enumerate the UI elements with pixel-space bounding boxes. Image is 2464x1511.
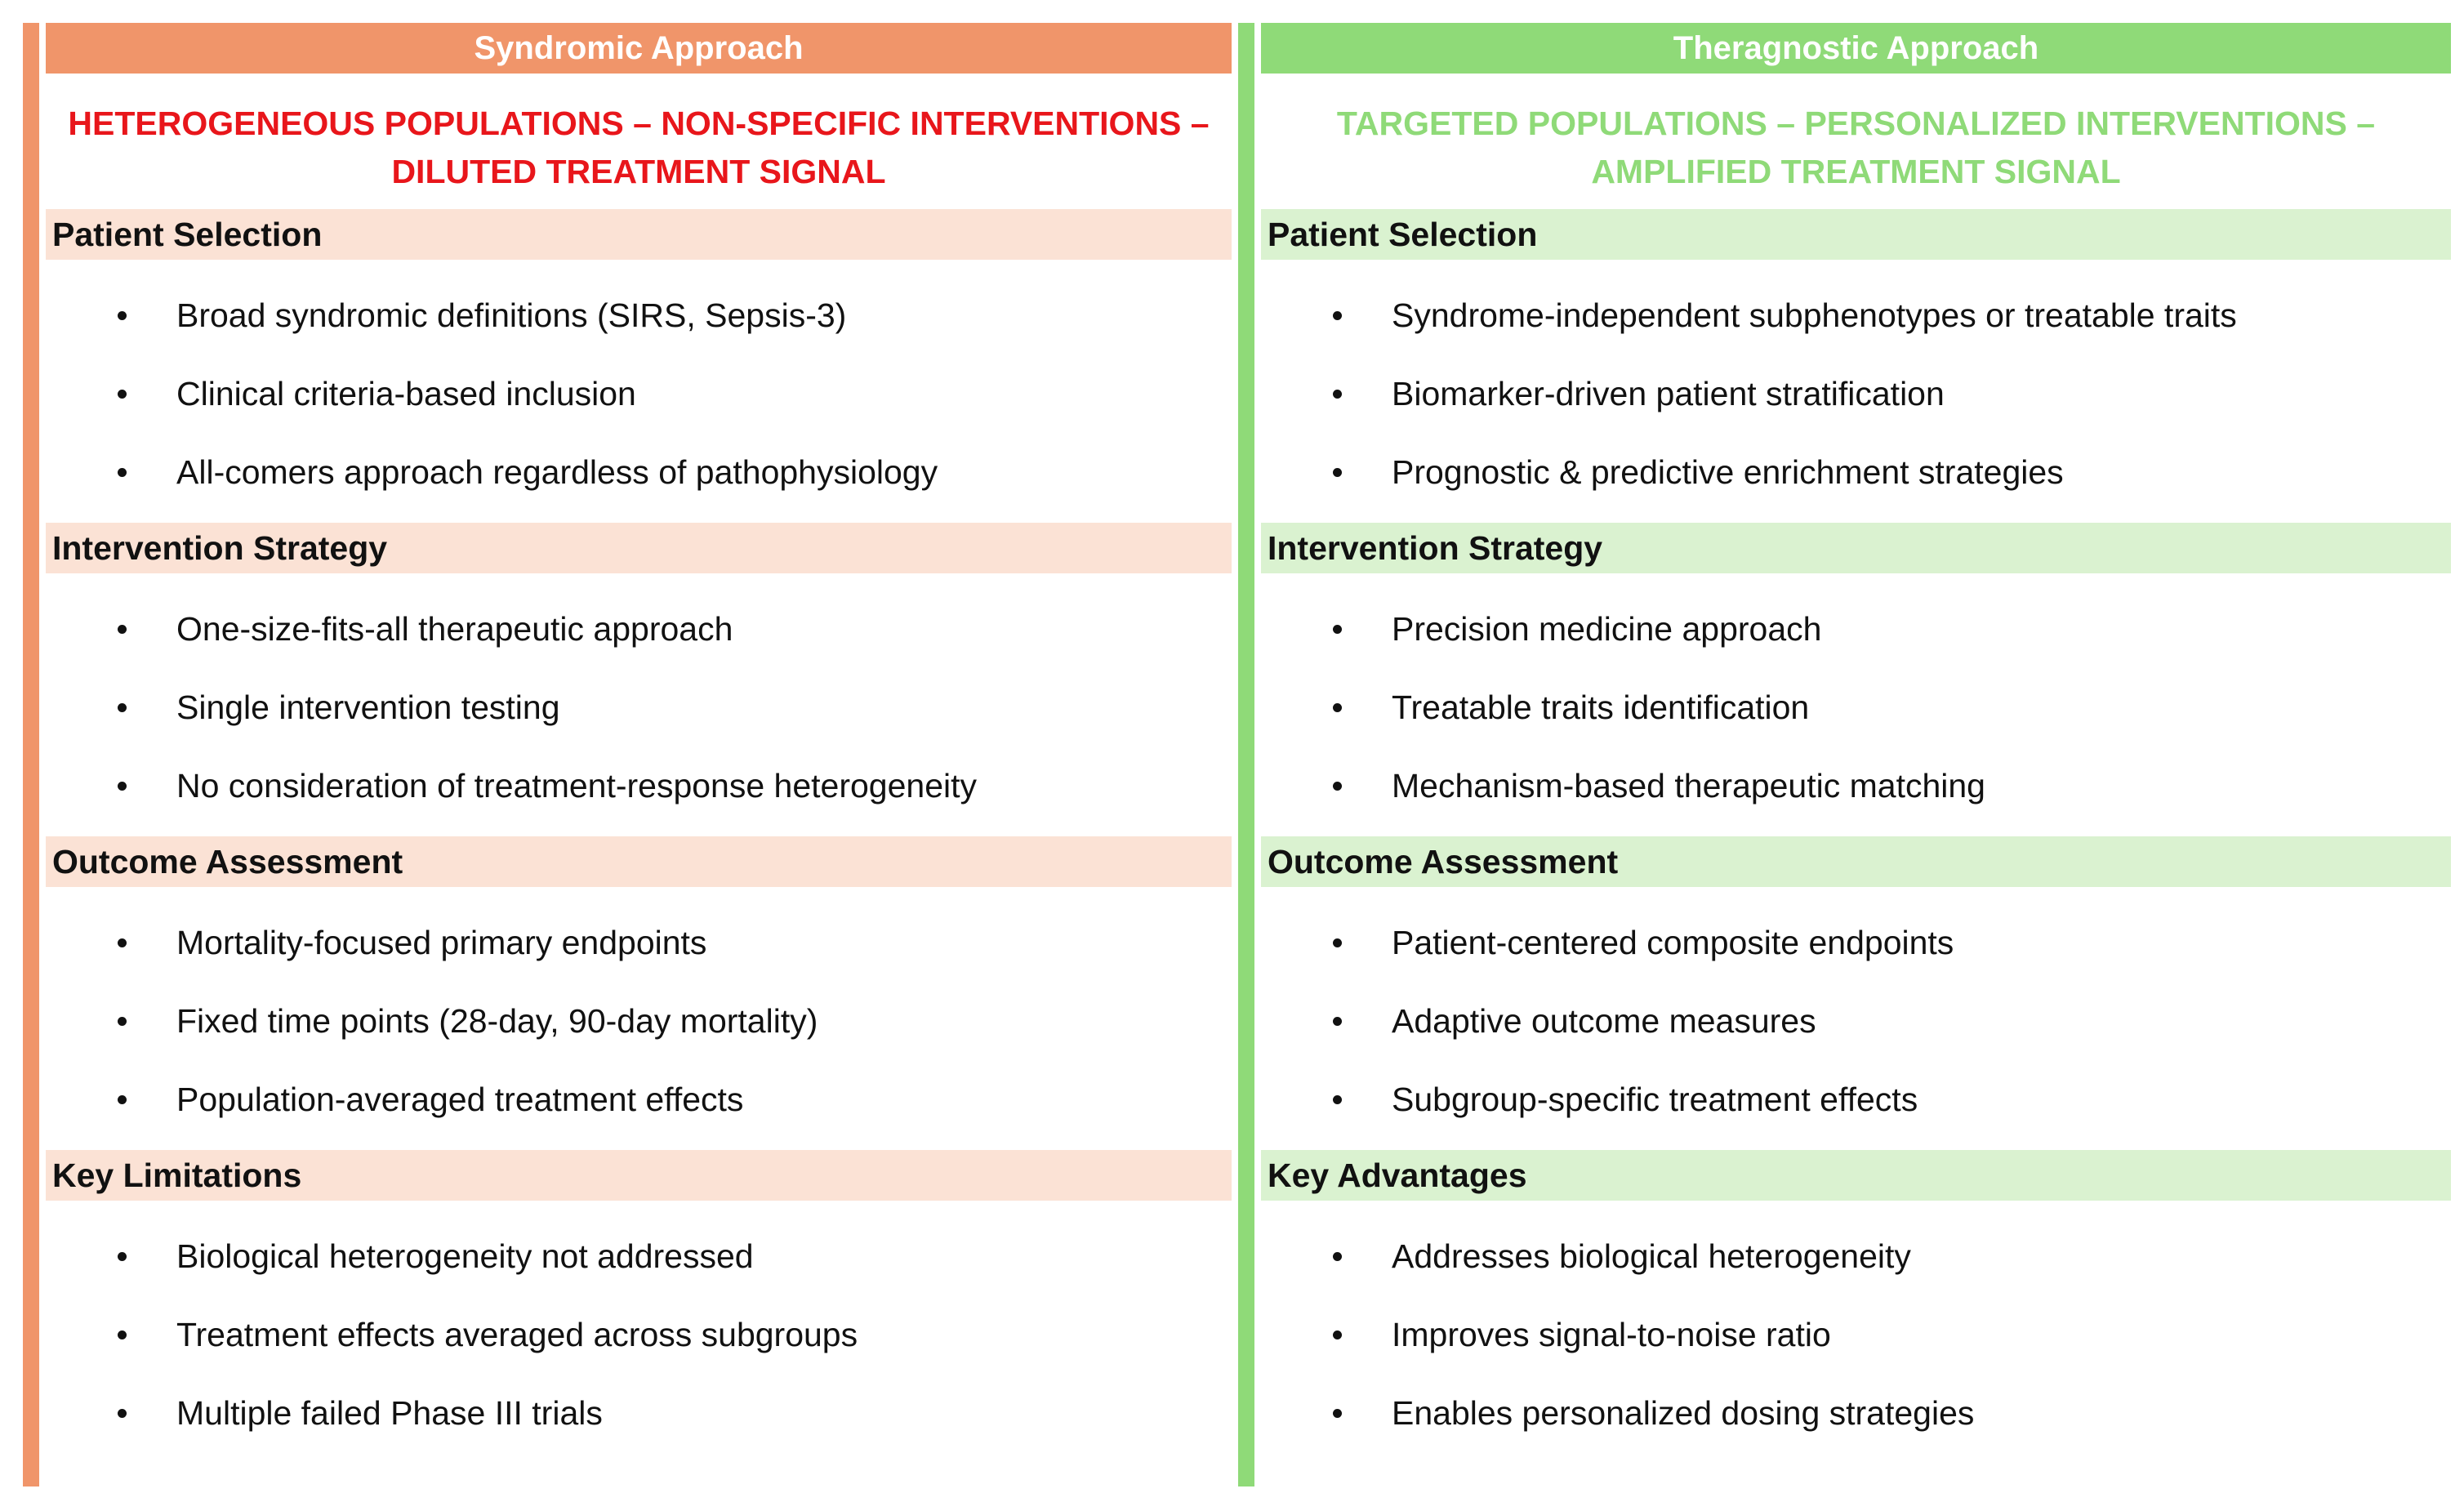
list-item — [46, 1217, 1232, 1295]
list-item — [1261, 276, 2451, 354]
list-item-text: Prognostic & predictive enrichment strategies — [1392, 453, 2064, 491]
list-item-text: Single intervention testing — [176, 689, 560, 726]
bullet-list — [1261, 260, 2451, 521]
theragnostic-header: Theragnostic Approach — [1261, 23, 2451, 74]
bullet-list — [46, 573, 1232, 835]
list-item-text: All-comers approach regardless of pathophysiology — [176, 453, 938, 491]
theragnostic-content — [1261, 23, 2451, 1462]
list-item-text: Biomarker-driven patient stratification — [1392, 375, 1945, 412]
list-item-text: Treatment effects averaged across subgroups — [176, 1316, 858, 1353]
list-item — [1261, 1060, 2451, 1139]
bullet-icon — [1333, 1409, 1342, 1418]
list-item — [1261, 982, 2451, 1060]
bullet-icon — [1333, 1017, 1342, 1026]
bullet-icon — [118, 390, 127, 399]
bullet-icon — [118, 1252, 127, 1261]
list-item — [46, 1374, 1232, 1452]
bullet-icon — [118, 311, 127, 320]
bullet-icon — [1333, 311, 1342, 320]
list-item — [46, 747, 1232, 825]
list-item-text: Precision medicine approach — [1392, 610, 1822, 648]
list-item — [1261, 668, 2451, 747]
list-item — [1261, 433, 2451, 511]
section-title: Key Limitations — [46, 1150, 1232, 1201]
bullet-icon — [1333, 1252, 1342, 1261]
bullet-icon — [118, 1330, 127, 1339]
list-item-text: Mechanism-based therapeutic matching — [1392, 767, 1985, 805]
list-item — [46, 590, 1232, 668]
list-item-text: Biological heterogeneity not addressed — [176, 1237, 754, 1275]
bullet-icon — [118, 1017, 127, 1026]
bullet-icon — [118, 703, 127, 712]
list-item-text: Syndrome-independent subphenotypes or treatable traits — [1392, 296, 2237, 334]
section-title: Key Advantages — [1261, 1150, 2451, 1201]
bullet-icon — [118, 625, 127, 634]
section-title: Patient Selection — [1261, 209, 2451, 260]
list-item-text: No consideration of treatment-response heterogeneity — [176, 767, 978, 805]
bullet-icon — [1333, 625, 1342, 634]
list-item — [46, 668, 1232, 747]
bullet-icon — [118, 1095, 127, 1104]
bullet-list — [46, 260, 1232, 521]
list-item — [46, 1060, 1232, 1139]
theragnostic-tagline: TARGETED POPULATIONS – PERSONALIZED INTERVENTIONS – AMPLIFIED TREATMENT SIGNAL — [1336, 105, 2376, 190]
list-item — [46, 276, 1232, 354]
bullet-icon — [1333, 1330, 1342, 1339]
bullet-icon — [1333, 1095, 1342, 1104]
list-item — [1261, 354, 2451, 433]
syndromic-accent-bar — [23, 23, 39, 1486]
section-title: Intervention Strategy — [46, 523, 1232, 573]
syndromic-sections — [46, 209, 1232, 1462]
bullet-icon — [118, 468, 127, 477]
theragnostic-column — [1238, 0, 2451, 1486]
list-item-text: Treatable traits identification — [1392, 689, 1810, 726]
list-item-text: Addresses biological heterogeneity — [1392, 1237, 1911, 1275]
list-item-text: Broad syndromic definitions (SIRS, Sepsis-3) — [176, 296, 847, 334]
list-item — [46, 433, 1232, 511]
list-item — [46, 1295, 1232, 1374]
bullet-icon — [118, 782, 127, 791]
list-item-text: Subgroup-specific treatment effects — [1392, 1081, 1918, 1118]
bullet-list — [1261, 1201, 2451, 1462]
list-item — [1261, 590, 2451, 668]
syndromic-content — [46, 23, 1232, 1462]
bullet-icon — [1333, 703, 1342, 712]
list-item-text: Multiple failed Phase III trials — [176, 1394, 603, 1432]
list-item — [1261, 747, 2451, 825]
bullet-icon — [118, 938, 127, 947]
bullet-list — [1261, 573, 2451, 835]
bullet-icon — [1333, 938, 1342, 947]
section-title: Outcome Assessment — [46, 836, 1232, 887]
list-item — [1261, 903, 2451, 982]
list-item-text: Population-averaged treatment effects — [176, 1081, 744, 1118]
list-item-text: Mortality-focused primary endpoints — [176, 924, 707, 961]
list-item-text: Improves signal-to-noise ratio — [1392, 1316, 1831, 1353]
bullet-icon — [118, 1409, 127, 1418]
list-item — [1261, 1295, 2451, 1374]
list-item-text: Adaptive outcome measures — [1392, 1002, 1816, 1040]
bullet-list — [46, 1201, 1232, 1462]
syndromic-column — [23, 0, 1232, 1486]
list-item-text: Enables personalized dosing strategies — [1392, 1394, 1975, 1432]
bullet-icon — [1333, 390, 1342, 399]
list-item — [46, 354, 1232, 433]
theragnostic-accent-bar — [1238, 23, 1254, 1486]
list-item — [1261, 1374, 2451, 1452]
list-item — [1261, 1217, 2451, 1295]
theragnostic-sections — [1261, 209, 2451, 1462]
syndromic-header: Syndromic Approach — [46, 23, 1232, 74]
section-title: Intervention Strategy — [1261, 523, 2451, 573]
bullet-list — [1261, 887, 2451, 1148]
section-title: Patient Selection — [46, 209, 1232, 260]
section-title: Outcome Assessment — [1261, 836, 2451, 887]
list-item-text: Fixed time points (28-day, 90-day mortality) — [176, 1002, 818, 1040]
list-item-text: One-size-fits-all therapeutic approach — [176, 610, 733, 648]
list-item — [46, 982, 1232, 1060]
list-item — [46, 903, 1232, 982]
bullet-list — [46, 887, 1232, 1148]
list-item-text: Patient-centered composite endpoints — [1392, 924, 1954, 961]
syndromic-tagline: HETEROGENEOUS POPULATIONS – NON-SPECIFIC INTERVENTIONS – DILUTED TREATMENT SIGNAL — [68, 105, 1210, 190]
bullet-icon — [1333, 468, 1342, 477]
bullet-icon — [1333, 782, 1342, 791]
list-item-text: Clinical criteria-based inclusion — [176, 375, 636, 412]
